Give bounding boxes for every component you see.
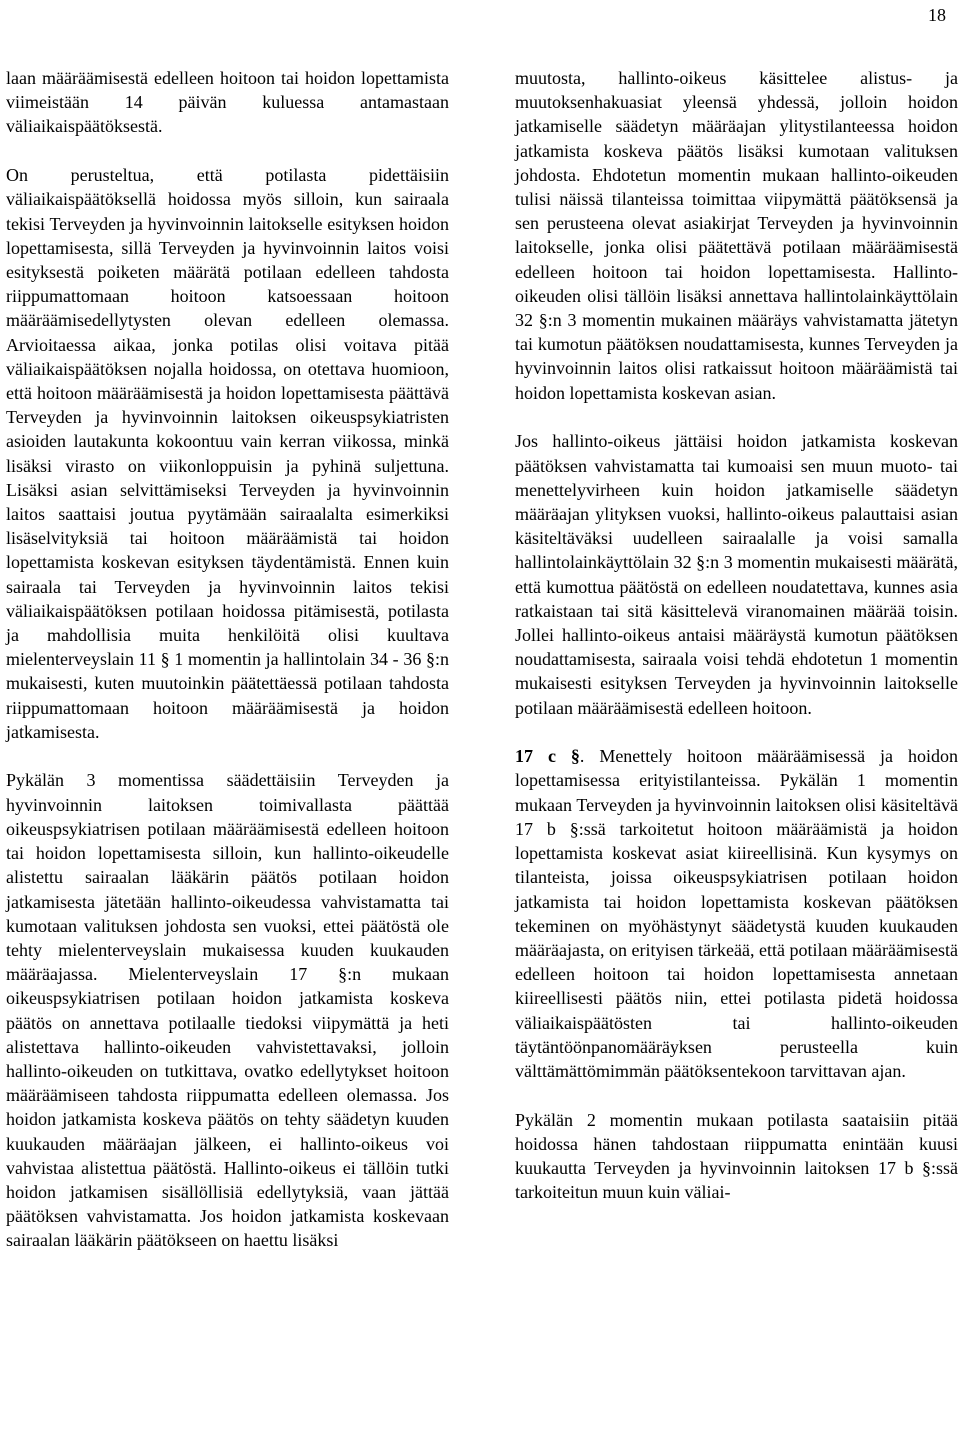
left-paragraph-1: laan määräämisestä edelleen hoitoon tai hoidon lopettamista viimeistään 14 päivän kuluessa antamastaan väliaikaispäätöksestä. [6,68,449,137]
section-text: . Menettely hoitoon määräämisessä ja hoidon lopettamisessa erityistilanteissa. Pykälän 1 momentin mukaan Terveyden ja hyvinvoinnin laitoksen olisi käsiteltävä 17 b §:ssä tarkoitetut hoitoon määräämistä ja hoidon lopettamista koskevat asiat kiireellisinä. Kun kysymys on tilanteista, joissa oikeuspsykiatrisen potilaan hoidon jatkamista tai hoidon lopettamista koskevan päätöksen tekeminen on myöhästynyt säädetystä kuuden kuukauden määräajasta, on erityisen tärkeää, että potilaan määräämisestä edelleen hoitoon tai hoidon lopettamisesta annetaan kiireellisesti päätös niin, ettei potilasta pidetä hoidossa väliaikaispäätösten tai hallinto-oikeuden täytäntöönpanomääräyksen perusteella kuin välttämättömimmän päätöksentekoon tarvittavan ajan. [515,746,958,1081]
left-paragraph-3: Pykälän 3 momentissa säädettäisiin Terveyden ja hyvinvoinnin laitoksen toimivallasta päättää oikeuspsykiatrisen potilaan määräämisestä edelleen hoitoon tai hoidon lopettamisesta silloin, kun hallinto-oikeudelle alistettu sairaalan lääkärin päätös potilaan hoidon jatkamisesta jätetään hallinto-oikeudessa vahvistamatta tai kumotaan valituksen johdosta sen vuoksi, ettei päätöstä ole tehty mielenterveyslain mukaisessa kuuden kuukauden määräajassa. Mielenterveyslain 17 §:n mukaan oikeuspsykiatrisen potilaan hoidon jatkamista koskeva päätös on annettava potilaalle tiedoksi viipymättä ja heti alistettava hallinto-oikeuden vahvistettavaksi, jolloin hallinto-oikeuden on tutkittava, ovatko edellytykset hoitoon määräämiseen tahdosta riippumatta edelleen olemassa. Jos hoidon jatkamista koskeva päätös on tehty säädetyn kuuden kuukauden määräajan jälkeen, ei hallinto-oikeus voi vahvistaa alistettua päätöstä. Hallinto-oikeus ei tällöin tutki hoidon jatkamisen sisällöllisiä edellytyksiä, vaan jättää päätöksen vahvistamatta. Jos hoidon jatkamista koskevaan sairaalan lääkärin päätökseen on haettu lisäksi [6,770,449,1251]
section-heading: 17 c § [515,746,580,767]
page-number: 18 [928,5,946,25]
right-paragraph-2: Jos hallinto-oikeus jättäisi hoidon jatkamista koskevan päätöksen vahvistamatta tai kumoaisi sen muun muoto- tai menettelyvirheen kuin hoidon jatkamiselle säädetyn määräajan ylityksen vuoksi, hallinto-oikeus palauttaisi asian käsiteltäväksi uudelleen sairaalalle ja voisi samalla hallintolainkäyttölain 32 §:n 3 momentin mukaisesti määrätä, että kumottua päätöstä on edelleen noudatettava, kunnes asia ratkaistaan tai sitä käsittelevä viranomainen määrää toisin. Jollei hallinto-oikeus antaisi määräystä kumotun päätöksen noudattamisesta, sairaala voisi tehdä ehdotetun 1 momentin mukaisesti esityksen Terveyden ja hyvinvoinnin laitokselle potilaan määräämisestä edelleen hoitoon. [515,431,958,718]
right-final-paragraph: Pykälän 2 momentin mukaan potilasta saataisiin pitää hoidossa hänen tahdostaan riippumatta enintään kuusi kuukautta Terveyden ja hyvinvoinnin laitoksen 17 b §:ssä tarkoiteitun muun kuin väliai- [515,1109,958,1203]
left-column [6,66,449,1253]
right-column [515,66,958,1204]
section-17c-paragraph [515,744,958,1083]
right-paragraph-1: muutosta, hallinto-oikeus käsittelee alistus- ja muutoksenhakuasiat yleensä yhdessä, jolloin hoidon jatkamiselle säädetyn määräajan ylitystilanteessa hoidon jatkamista koskeva päätös lisäksi kumotaan valituksen johdosta. Ehdotetun momentin mukaan hallinto-oikeuden tulisi näissä tilanteissa toimittaa viipymättä päätöksensä ja sen perusteena olevat asiakirjat Terveyden ja hyvinvoinnin laitokselle, jonka olisi päätettävä potilaan määräämisestä edelleen hoitoon tai hoidon lopettamisesta. Hallinto-oikeuden olisi tällöin lisäksi annettava hallintolainkäyttölain 32 §:n 3 momentin mukainen määräys vahvistamatta jätetyn tai kumotun päätöksen noudattamisesta, kunnes Terveyden ja hyvinvoinnin laitos olisi ratkaissut hoitoon määräämistä tai hoidon lopettamista koskevan asian. [515,68,958,403]
left-paragraph-2: On perusteltua, että potilasta pidettäisiin väliaikaispäätöksellä hoidossa myös silloin, kun sairaala tekisi Terveyden ja hyvinvoinnin laitokselle esityksen hoidon lopettamisesta, sillä Terveyden ja hyvinvoinnin laitos voisi esityksestä poiketen määrätä potilaan edelleen tahdosta riippumattomaan hoitoon katsoessaan hoitoon määräämisedellytysten olevan edelleen olemassa. Arvioitaessa aikaa, jonka potilas olisi voitava pitää väliaikaispäätöksen nojalla hoidossa, on otettava huomioon, että hoitoon määräämisestä ja hoidon lopettamisesta päättävä Terveyden ja hyvinvoinnin laitoksen oikeuspsykiatristen asioiden lautakunta kokoontuu vain kerran viikossa, minkä lisäksi virasto on viikonloppuisin ja pyhinä suljettuna. Lisäksi asian selvittämiseksi Terveyden ja hyvinvoinnin laitos saattaisi joutua pyytämään sairaalalta esimerkiksi lisäselvityksiä tai hoitoon määräämistä tai hoidon lopettamista koskevan esityksen täydentämistä. Ennen kuin sairaala tai Terveyden ja hyvinvoinnin laitos tekisi väliaikaispäätöksen potilaan hoidossa pitämisestä, potilasta ja mahdollisia muita henkilöitä olisi kuultava mielenterveyslain 11 § 1 momentin ja hallintolain 34 - 36 §:n mukaisesti, kuten muutoinkin päätettäessä potilaan tahdosta riippumattomaan hoitoon määräämisestä ja hoidon jatkamisesta. [6,165,449,742]
